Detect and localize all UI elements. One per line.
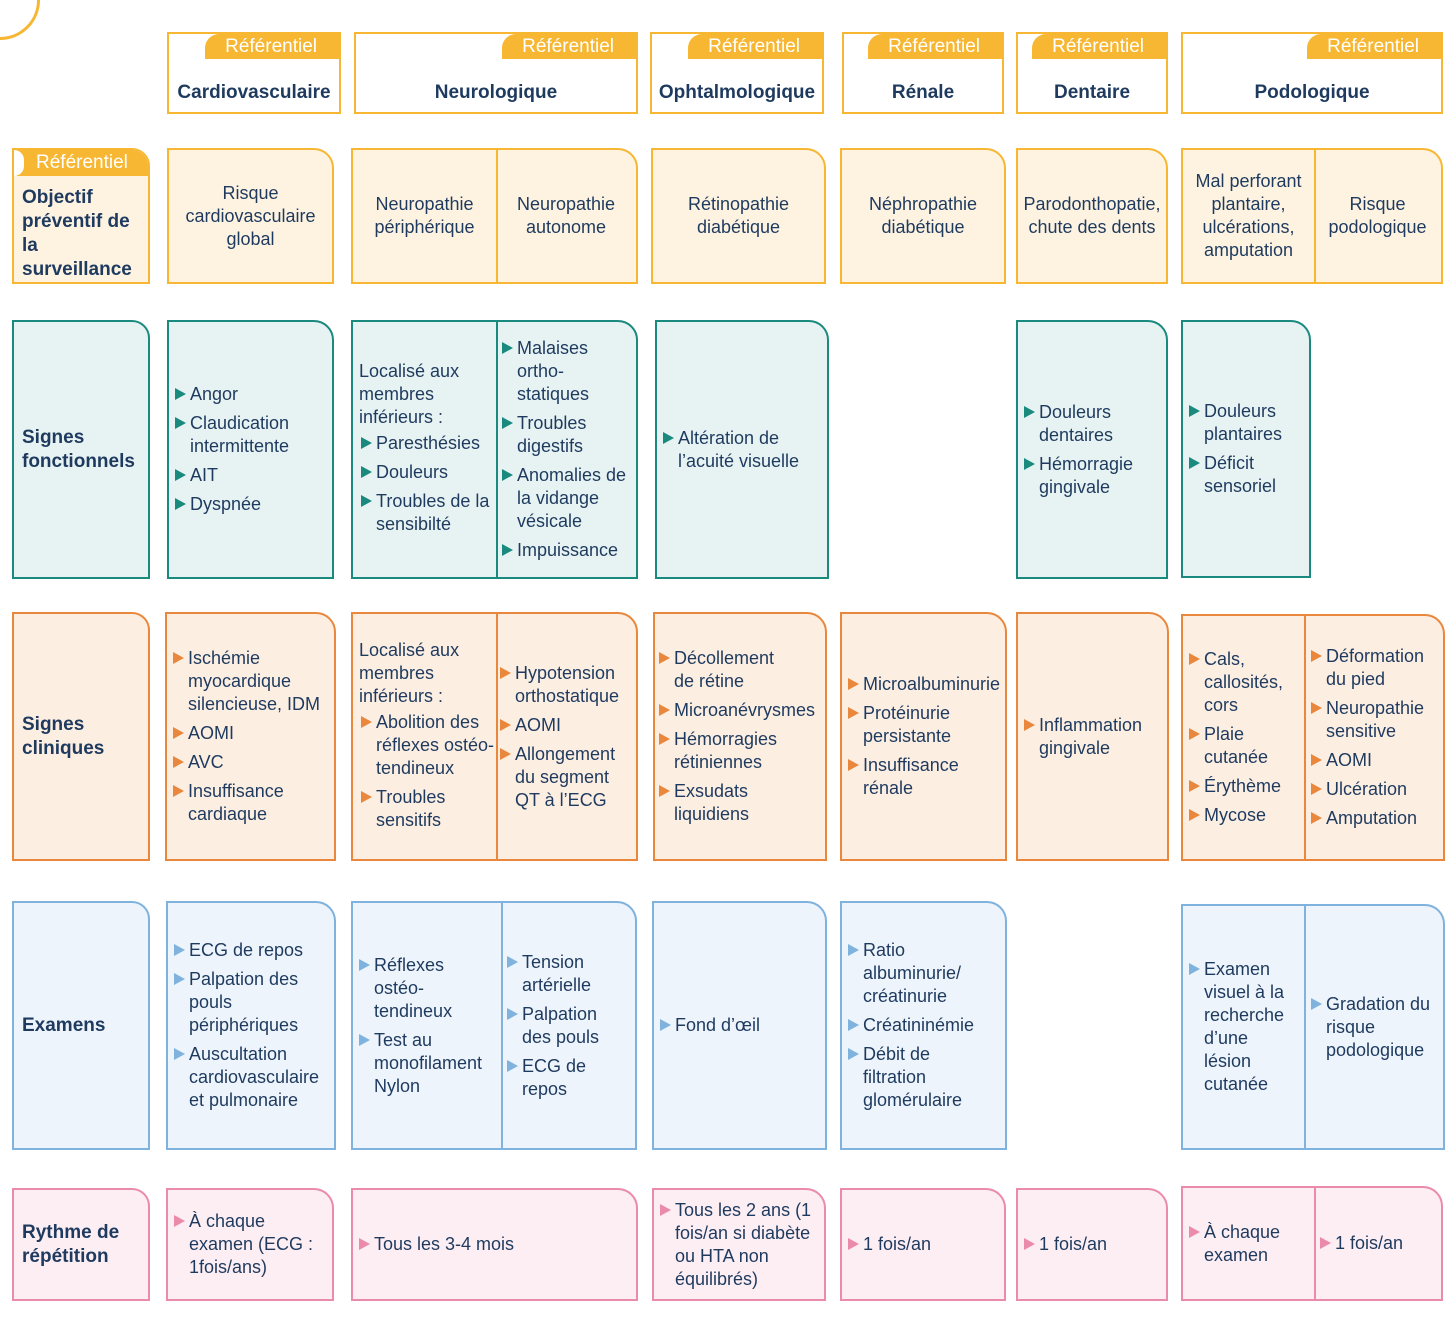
fonctionnels-dentaire — [1016, 320, 1168, 579]
header-neurologique — [354, 32, 638, 114]
divider — [496, 322, 498, 577]
objectif-text: Rétinopathie diabétique — [687, 194, 790, 237]
fonctionnels-ophta — [655, 320, 829, 579]
list-item: Paresthésies — [359, 432, 495, 455]
corner-decoration — [0, 0, 40, 40]
list-item: AOMI — [498, 714, 634, 737]
list-item: À chaque examen (ECG : 1fois/ans) — [172, 1210, 328, 1279]
list — [1309, 616, 1441, 859]
rythme-ophta — [652, 1188, 826, 1301]
column-title: Cardiovasculaire — [177, 82, 331, 103]
objectif-text: Risque podologique — [1328, 194, 1427, 237]
objectif-podo-a — [1183, 150, 1314, 282]
list — [1187, 1188, 1313, 1299]
cliniques-dentaire — [1016, 612, 1169, 861]
list — [1187, 616, 1305, 859]
list-item: Protéinurie persistante — [846, 702, 973, 748]
objectif-text: Néphropathie diabétique — [868, 194, 978, 237]
list-item: Douleurs plantaires — [1187, 400, 1305, 446]
list-item: ECG de repos — [505, 1055, 602, 1101]
list-item: Altération de l’acuité visuelle — [661, 427, 821, 473]
list-item: Neuropathie sensitive — [1309, 697, 1446, 743]
objectif-cardio — [167, 148, 334, 284]
objectif-ophta — [651, 148, 826, 284]
header-dentaire — [1016, 32, 1168, 114]
list-item: AVC — [171, 751, 332, 774]
list — [657, 614, 823, 859]
list-item: Abolition des réflexes ostéo-tendineux — [359, 711, 495, 780]
list-item: Impuissance — [500, 539, 632, 562]
list-item: Insuffisance rénale — [846, 754, 973, 800]
objectif-text: Risque cardiovasculaire global — [185, 182, 316, 249]
list-item: Microalbuminurie — [846, 673, 1005, 696]
list-item: Décollement de rétine — [657, 647, 794, 693]
row-label-rythme — [12, 1188, 150, 1301]
referentiel-tab: Référentiel — [688, 34, 822, 59]
row-label-fonctionnels — [12, 320, 150, 579]
referentiel-tab: Référentiel — [1032, 34, 1166, 59]
list — [846, 903, 1001, 1148]
row-label-objectif — [12, 148, 150, 284]
list — [172, 1190, 328, 1299]
column-title: Ophtalmologique — [658, 82, 816, 103]
divider — [1304, 616, 1306, 859]
row-label-cliniques — [12, 612, 150, 861]
list-item: AIT — [173, 464, 326, 487]
list-item: ECG de repos — [172, 939, 332, 962]
list-item: Douleurs dentaires — [1022, 401, 1149, 447]
list-item: 1 fois/an — [1318, 1232, 1437, 1255]
list — [1187, 322, 1305, 576]
list-item: Hémorragies rétiniennes — [657, 728, 823, 774]
intro-text: Localisé aux membres inférieurs : — [359, 639, 460, 706]
referentiel-tab: Référentiel — [14, 150, 148, 176]
list — [500, 322, 632, 577]
list-item: Tension artérielle — [505, 951, 631, 997]
list-item: Fond d’œil — [658, 1014, 821, 1037]
list — [1022, 614, 1163, 859]
header-ophtalmologique — [650, 32, 824, 114]
list — [1022, 322, 1160, 577]
row-label-text: Rythme de répétition — [22, 1221, 120, 1267]
list-item: Inflammation gingivale — [1022, 714, 1163, 760]
list — [359, 322, 495, 577]
objectif-text: Neuropathie autonome — [516, 194, 616, 237]
list-item: Hémorragie gingivale — [1022, 453, 1160, 499]
list-item: Palpation des pouls — [505, 1003, 617, 1049]
list-item: Ischémie myocardique silencieuse, IDM — [171, 647, 332, 716]
list-item: Insuffisance cardiaque — [171, 780, 332, 826]
header-cardiovasculaire — [167, 32, 341, 114]
list-item: Allongement du segment QT à l’ECG — [498, 743, 634, 812]
list-item: Mycose — [1187, 804, 1305, 827]
list-item: Troubles sensitifs — [359, 786, 456, 832]
header-renale — [842, 32, 1004, 114]
list — [1187, 906, 1303, 1148]
objectif-text: Mal perforant plantaire, ulcérations, amputation — [1195, 171, 1302, 260]
row-label-examens — [12, 901, 150, 1150]
row-label-text: Signes fonctionnels — [22, 426, 135, 472]
objectif-neuro-b — [496, 150, 636, 282]
list — [357, 1190, 632, 1299]
list — [846, 1190, 1000, 1299]
list-item: Érythème — [1187, 775, 1305, 798]
objectif-neuro — [351, 148, 638, 284]
list — [1318, 1188, 1437, 1299]
list — [171, 614, 332, 859]
cliniques-neuro — [351, 612, 638, 861]
column-title: Dentaire — [1053, 82, 1131, 103]
list-item: Palpation des pouls périphériques — [172, 968, 319, 1037]
examens-ophta — [652, 901, 827, 1150]
examens-renale — [840, 901, 1007, 1150]
list-item: Douleurs — [359, 461, 495, 484]
cliniques-podo — [1181, 614, 1445, 861]
list-item: Débit de filtration glomérulaire — [846, 1043, 978, 1112]
list-item: Claudication intermittente — [173, 412, 326, 458]
list — [846, 614, 1005, 859]
referentiel-tab: Référentiel — [502, 34, 636, 59]
divider — [501, 903, 503, 1148]
objectif-renale — [840, 148, 1006, 284]
list-item: Angor — [173, 383, 326, 406]
objectif-text: Neuropathie périphérique — [374, 194, 475, 237]
rythme-podo — [1181, 1186, 1443, 1301]
list-item: AOMI — [1309, 749, 1441, 772]
objectif-text: Parodonthopatie, chute des dents — [1023, 194, 1161, 237]
rythme-dentaire — [1016, 1188, 1168, 1301]
list — [359, 614, 495, 859]
list-item: Cals, callosités, cors — [1187, 648, 1289, 717]
column-title: Neurologique — [434, 82, 558, 103]
list — [658, 1190, 820, 1299]
list — [173, 322, 326, 577]
list-item: Gradation du risque podologique — [1309, 993, 1441, 1062]
list-item: Test au monofilament Nylon — [357, 1029, 499, 1098]
list-item: Amputation — [1309, 807, 1441, 830]
rythme-neuro — [351, 1188, 638, 1301]
list — [1309, 906, 1441, 1148]
objectif-neuro-a — [353, 150, 496, 282]
list-item: Examen visuel à la recherche d’une lésion cutanée — [1187, 958, 1294, 1096]
column-title: Rénale — [891, 82, 955, 103]
list-item: Ratio albuminurie/ créatinurie — [846, 939, 1001, 1008]
list-item: Auscultation cardiovasculaire et pulmonaire — [172, 1043, 332, 1112]
row-label-text: Examens — [22, 1014, 106, 1036]
list — [661, 322, 821, 577]
referentiel-tab: Référentiel — [205, 34, 339, 59]
examens-cardio — [166, 901, 336, 1150]
rythme-renale — [840, 1188, 1006, 1301]
column-title: Podologique — [1254, 82, 1370, 103]
list-item: 1 fois/an — [1022, 1233, 1162, 1256]
list-item: Tous les 2 ans (1 fois/an si diabète ou HTA non équilibrés) — [658, 1199, 820, 1291]
list — [505, 903, 631, 1148]
fonctionnels-podo — [1181, 320, 1311, 578]
cliniques-ophta — [653, 612, 827, 861]
fonctionnels-cardio — [167, 320, 334, 579]
objectif-podo — [1181, 148, 1443, 284]
referentiel-tab: Référentiel — [868, 34, 1002, 59]
list-item: Malaises ortho-statiques — [500, 337, 592, 406]
divider — [1314, 1188, 1316, 1299]
list-item: Dyspnée — [173, 493, 326, 516]
examens-podo — [1181, 904, 1445, 1150]
fonctionnels-neuro — [351, 320, 638, 579]
list — [498, 614, 634, 859]
divider — [1304, 906, 1306, 1148]
cliniques-cardio — [165, 612, 336, 861]
list-item: Troubles digestifs — [500, 412, 612, 458]
list-item: Créatininémie — [846, 1014, 1001, 1037]
list — [1022, 1190, 1162, 1299]
row-label-text: Signes cliniques — [22, 713, 105, 759]
list — [658, 903, 821, 1148]
list-item: À chaque examen — [1187, 1221, 1299, 1267]
list-item: Microanévrysmes — [657, 699, 823, 722]
list-item: Réflexes ostéo-tendineux — [357, 954, 464, 1023]
cliniques-renale — [840, 612, 1007, 861]
list-item: Anomalies de la vidange vésicale — [500, 464, 632, 533]
row-label-text: Objectif préventif de la surveillance — [22, 187, 132, 280]
list-item: Hypotension orthostatique — [498, 662, 634, 708]
list-item: AOMI — [171, 722, 332, 745]
list-item: Tous les 3-4 mois — [357, 1233, 632, 1256]
referentiel-tab: Référentiel — [1307, 34, 1441, 59]
examens-neuro — [351, 901, 637, 1150]
rythme-cardio — [166, 1188, 334, 1301]
list-item: Plaie cutanée — [1187, 723, 1274, 769]
objectif-podo-b — [1314, 150, 1441, 282]
list-item: Troubles de la sensibilté — [359, 490, 495, 536]
objectif-dentaire — [1016, 148, 1168, 284]
header-podologique — [1181, 32, 1443, 114]
list-item: Déficit sensoriel — [1187, 452, 1305, 498]
intro-text: Localisé aux membres inférieurs : — [359, 361, 460, 427]
list-item: Ulcération — [1309, 778, 1441, 801]
list — [172, 903, 332, 1148]
list-item: Exsudats liquidiens — [657, 780, 823, 826]
list-item: Déformation du pied — [1309, 645, 1441, 691]
list-item: 1 fois/an — [846, 1233, 1000, 1256]
list — [357, 903, 499, 1148]
